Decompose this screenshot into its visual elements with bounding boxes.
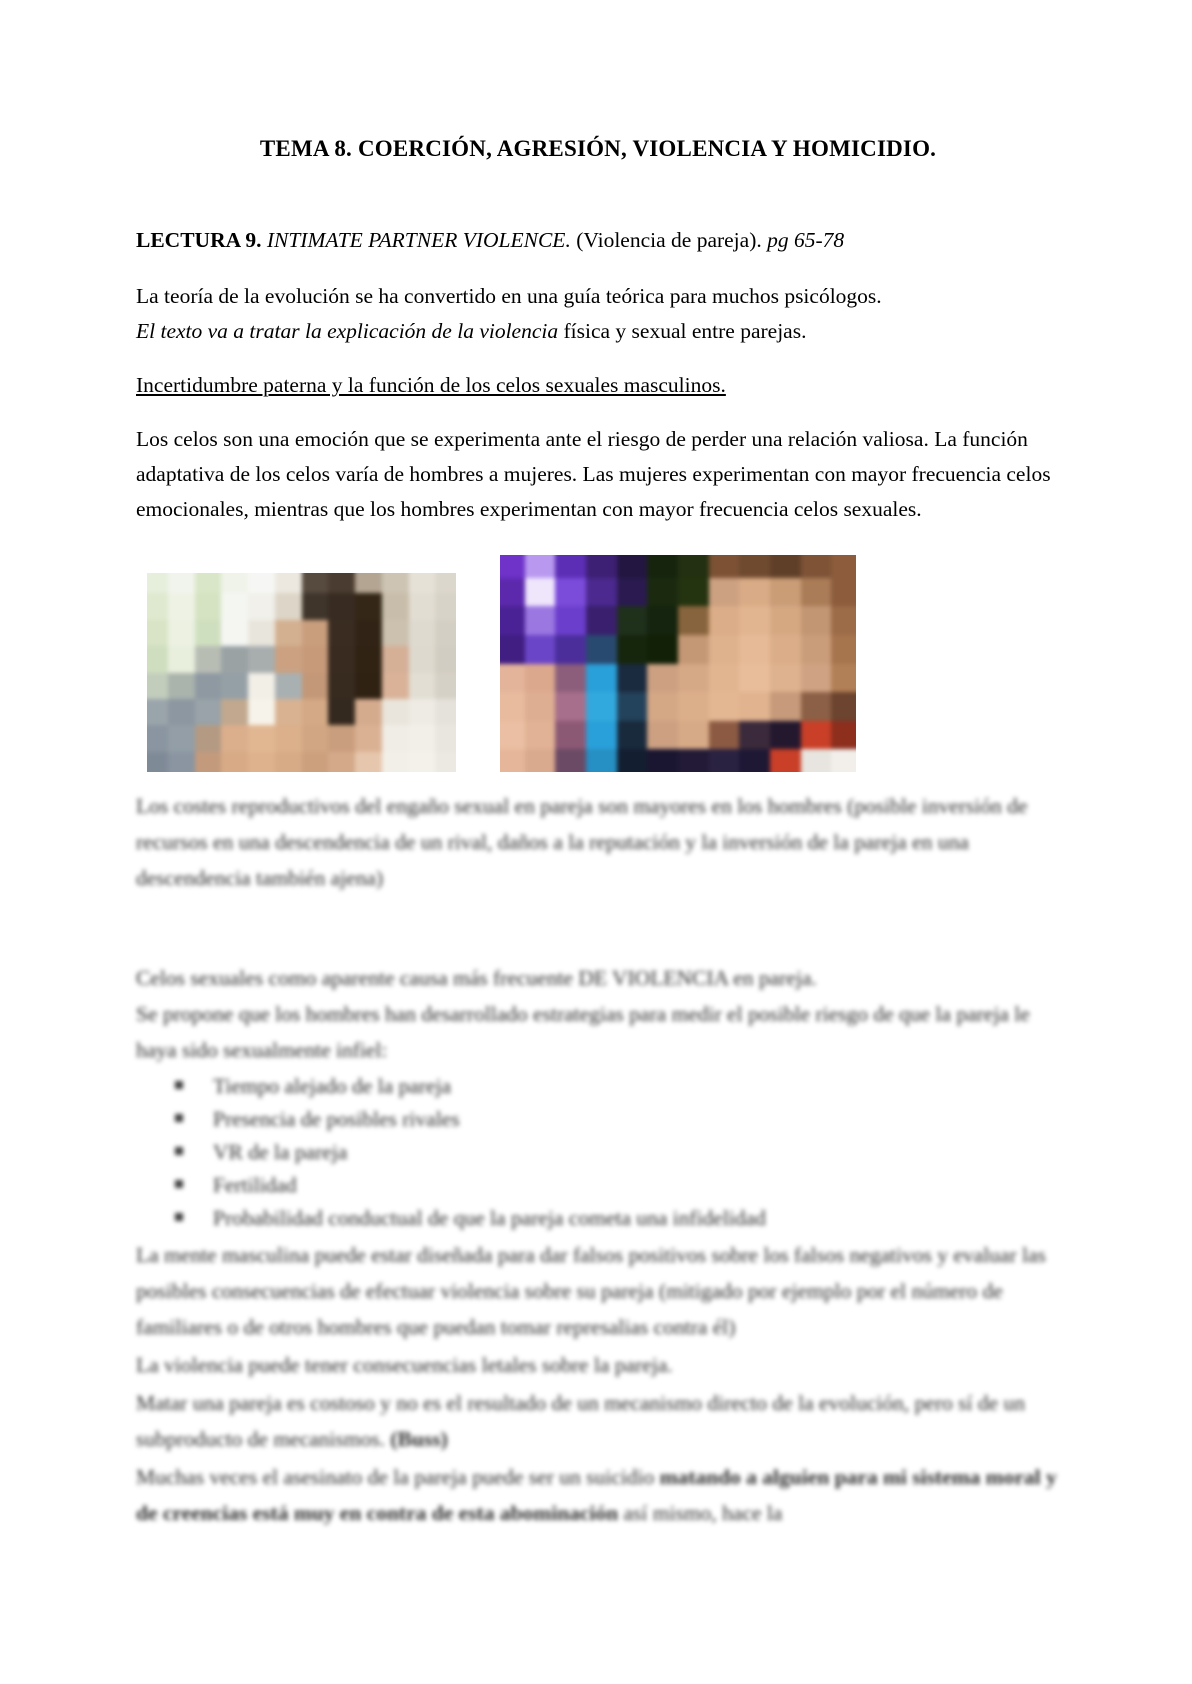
photo-pixel (275, 752, 302, 772)
photo-pixel (647, 606, 678, 635)
photo-pixel (525, 721, 556, 750)
list-item (136, 1202, 1060, 1235)
photo-pixel (555, 664, 586, 693)
photo-pixel (500, 606, 525, 635)
photo-pixel (801, 749, 832, 772)
photo-pixel (770, 555, 801, 578)
photo-pixel (525, 555, 556, 578)
photo-pixel (647, 578, 678, 607)
photo-pixel (678, 664, 709, 693)
photo-pixel (248, 620, 275, 646)
photo-row (136, 555, 1060, 772)
photo-pixel (355, 725, 382, 751)
photo-pixel (831, 578, 856, 607)
photo-pixel (525, 635, 556, 664)
photo-pixel (709, 578, 740, 607)
photo-pixel (555, 555, 586, 578)
photo-pixel (555, 606, 586, 635)
photo-pixel (709, 692, 740, 721)
photo-pixel (678, 555, 709, 578)
photo-pixel (586, 606, 617, 635)
photo-pixel (555, 578, 586, 607)
photo-pixel (302, 593, 329, 619)
intro-paragraph (136, 279, 1060, 349)
photo-pixel (302, 699, 329, 725)
list-item-label: VR de la pareja (213, 1140, 348, 1164)
photo-pixel (678, 721, 709, 750)
photo-pixel (617, 692, 648, 721)
photo-pixel (147, 699, 168, 725)
photo-pixel (586, 635, 617, 664)
photo-pixel (617, 578, 648, 607)
photo-pixel (831, 721, 856, 750)
photo-couple-home (147, 573, 456, 772)
lecture-label: LECTURA 9. (136, 228, 262, 252)
photo-pixel (525, 664, 556, 693)
photo-pixel (328, 673, 355, 699)
photo-pixel (248, 725, 275, 751)
photo-pixel (678, 578, 709, 607)
photo-pixel (195, 620, 222, 646)
photo-pixel (801, 721, 832, 750)
photo-pixel (709, 721, 740, 750)
photo-pixel (586, 578, 617, 607)
photo-couple-home-grid (147, 573, 456, 772)
photo-pixel (831, 692, 856, 721)
photo-pixel (409, 752, 436, 772)
photo-pixel (168, 646, 195, 672)
photo-pixel (147, 620, 168, 646)
reproductive-costs-paragraph: Los costes reproductivos del engaño sexual en pareja son mayores en los hombres (posible inversión de recursos en una descendencia de un rival, daños a la reputación y la inversión de la pareja en una descendencia también ajena) (136, 794, 1028, 890)
photo-pixel (221, 573, 248, 593)
photo-pixel (555, 721, 586, 750)
photo-pixel (248, 752, 275, 772)
photo-pixel (355, 646, 382, 672)
intro-line-2-italic: El texto va a tratar la explicación de la violencia (136, 319, 559, 343)
photo-pixel (221, 593, 248, 619)
photo-pixel (147, 646, 168, 672)
photo-pixel (586, 749, 617, 772)
photo-pixel (221, 725, 248, 751)
list-item (136, 1169, 1060, 1202)
photo-pixel (275, 573, 302, 593)
photo-pixel (709, 749, 740, 772)
lecture-reading-title: INTIMATE PARTNER VIOLENCE. (261, 228, 571, 252)
photo-pixel (409, 725, 436, 751)
photo-pixel (221, 752, 248, 772)
photo-pixel (147, 673, 168, 699)
strategies-intro: Se propone que los hombres han desarrollado estrategias para medir el posible riesgo de que la pareja le haya sido sexualmente infiel: (136, 1002, 1030, 1062)
photo-pixel (328, 620, 355, 646)
photo-pixel (275, 620, 302, 646)
photo-pixel (831, 635, 856, 664)
photo-pixel (221, 673, 248, 699)
section-heading: Incertidumbre paterna y la función de los celos sexuales masculinos. (136, 373, 726, 397)
square-bullet-icon (175, 1180, 183, 1188)
photo-pixel (355, 699, 382, 725)
kill-partner-regular: Matar una pareja es costoso y no es el resultado de un mecanismo directo de la evolución, pero sí de un subproducto de mecanismos. (136, 1391, 1025, 1451)
photo-pixel (586, 721, 617, 750)
photo-pixel (328, 646, 355, 672)
photo-pixel (586, 555, 617, 578)
photo-pixel (328, 593, 355, 619)
photo-pixel (617, 664, 648, 693)
photo-pixel (147, 573, 168, 593)
photo-pixel (831, 555, 856, 578)
photo-pixel (500, 749, 525, 772)
photo-pixel (617, 606, 648, 635)
photo-pixel (168, 573, 195, 593)
photo-pixel (678, 606, 709, 635)
photo-pixel (525, 578, 556, 607)
photo-pixel (709, 635, 740, 664)
photo-pixel (382, 673, 409, 699)
photo-pixel (168, 593, 195, 619)
photo-jealous-club (500, 555, 856, 772)
photo-pixel (801, 606, 832, 635)
photo-pixel (435, 673, 456, 699)
photo-jealous-club-grid (500, 555, 856, 772)
photo-pixel (382, 752, 409, 772)
photo-pixel (275, 725, 302, 751)
photo-pixel (302, 646, 329, 672)
photo-pixel (147, 725, 168, 751)
photo-pixel (275, 699, 302, 725)
photo-pixel (302, 752, 329, 772)
photo-pixel (195, 699, 222, 725)
photo-pixel (168, 673, 195, 699)
photo-pixel (435, 593, 456, 619)
photo-pixel (355, 752, 382, 772)
violence-cause-line: Celos sexuales como aparente causa más frecuente DE VIOLENCIA en pareja. (136, 966, 817, 990)
jealousy-paragraph: Los celos son una emoción que se experimenta ante el riesgo de perder una relación valiosa. La función adaptativa de los celos varía de hombres a mujeres. Las mujeres experimentan con mayor frecuencia celos emocionales, mientras que los hombres experimentan con mayor frecuencia celos sexuales. (136, 427, 1051, 521)
intro-line-1: La teoría de la evolución se ha convertido en una guía teórica para muchos psicólogos. (136, 284, 882, 308)
photo-pixel (647, 721, 678, 750)
photo-pixel (617, 721, 648, 750)
photo-pixel (328, 725, 355, 751)
photo-pixel (801, 692, 832, 721)
photo-pixel (500, 578, 525, 607)
intro-line-2 (136, 314, 1060, 349)
photo-pixel (739, 606, 770, 635)
photo-pixel (382, 620, 409, 646)
photo-pixel (555, 692, 586, 721)
photo-pixel (435, 573, 456, 593)
photo-pixel (801, 578, 832, 607)
photo-pixel (382, 699, 409, 725)
murder-suicide-bold: matando a alguien para mi sistema moral y de creencias está muy en contra de esta abominación (136, 1465, 1057, 1525)
photo-pixel (147, 593, 168, 619)
photo-pixel (409, 673, 436, 699)
photo-pixel (709, 606, 740, 635)
photo-pixel (500, 692, 525, 721)
photo-pixel (500, 555, 525, 578)
photo-pixel (435, 752, 456, 772)
photo-pixel (195, 673, 222, 699)
photo-pixel (248, 673, 275, 699)
photo-pixel (617, 749, 648, 772)
photo-pixel (678, 635, 709, 664)
photo-pixel (355, 593, 382, 619)
photo-pixel (586, 692, 617, 721)
photo-pixel (617, 555, 648, 578)
photo-pixel (435, 646, 456, 672)
photo-pixel (409, 620, 436, 646)
photo-pixel (555, 635, 586, 664)
photo-pixel (435, 725, 456, 751)
photo-pixel (355, 620, 382, 646)
photo-pixel (248, 646, 275, 672)
photo-pixel (355, 573, 382, 593)
photo-pixel (617, 635, 648, 664)
photo-pixel (248, 573, 275, 593)
photo-pixel (168, 620, 195, 646)
photo-pixel (770, 749, 801, 772)
photo-pixel (328, 573, 355, 593)
photo-pixel (647, 664, 678, 693)
photo-pixel (195, 646, 222, 672)
photo-pixel (739, 555, 770, 578)
photo-pixel (382, 593, 409, 619)
photo-pixel (500, 721, 525, 750)
photo-pixel (770, 578, 801, 607)
photo-pixel (221, 620, 248, 646)
photo-pixel (302, 725, 329, 751)
photo-pixel (409, 593, 436, 619)
photo-pixel (647, 555, 678, 578)
photo-pixel (586, 664, 617, 693)
photo-pixel (275, 673, 302, 699)
photo-pixel (801, 664, 832, 693)
photo-pixel (302, 573, 329, 593)
list-item-label: Fertilidad (213, 1173, 297, 1197)
photo-pixel (525, 749, 556, 772)
lecture-pages: pg 65-78 (767, 228, 845, 252)
photo-pixel (409, 573, 436, 593)
square-bullet-icon (175, 1114, 183, 1122)
list-item-label: Probabilidad conductual de que la pareja cometa una infidelidad (213, 1206, 766, 1230)
photo-pixel (739, 749, 770, 772)
photo-pixel (770, 664, 801, 693)
photo-pixel (147, 752, 168, 772)
photo-pixel (221, 699, 248, 725)
page-title: TEMA 8. COERCIÓN, AGRESIÓN, VIOLENCIA Y HOMICIDIO. (259, 136, 937, 161)
intro-line-2-regular: física y sexual entre parejas. (558, 319, 807, 343)
photo-pixel (678, 692, 709, 721)
photo-pixel (328, 699, 355, 725)
photo-pixel (770, 692, 801, 721)
murder-suicide-tail: así mismo, hace la (618, 1501, 783, 1525)
photo-pixel (831, 749, 856, 772)
photo-pixel (302, 673, 329, 699)
photo-pixel (525, 606, 556, 635)
photo-pixel (409, 699, 436, 725)
photo-pixel (831, 606, 856, 635)
photo-pixel (168, 752, 195, 772)
photo-pixel (739, 721, 770, 750)
photo-pixel (739, 664, 770, 693)
photo-pixel (168, 699, 195, 725)
murder-suicide-regular: Muchas veces el asesinato de la pareja puede ser un suicidio (136, 1465, 660, 1489)
square-bullet-icon (175, 1213, 183, 1221)
photo-pixel (195, 593, 222, 619)
list-item (136, 1070, 1060, 1103)
lethal-consequences-line: La violencia puede tener consecuencias letales sobre la pareja. (136, 1353, 673, 1377)
photo-pixel (525, 692, 556, 721)
photo-pixel (770, 721, 801, 750)
photo-pixel (248, 593, 275, 619)
list-item (136, 1103, 1060, 1136)
photo-pixel (500, 664, 525, 693)
photo-pixel (739, 635, 770, 664)
photo-pixel (647, 692, 678, 721)
photo-pixel (647, 749, 678, 772)
photo-pixel (382, 646, 409, 672)
photo-pixel (770, 606, 801, 635)
photo-pixel (168, 725, 195, 751)
photo-pixel (409, 646, 436, 672)
photo-pixel (678, 749, 709, 772)
lecture-heading (136, 228, 1060, 253)
photo-pixel (435, 620, 456, 646)
photo-pixel (435, 699, 456, 725)
male-mind-paragraph: La mente masculina puede estar diseñada para dar falsos positivos sobre los falsos negativos y evaluar las posibles consecuencias de efectuar violencia sobre su pareja (mitigado por ejemplo por el número de familiares o de otros hombres que puedan tomar represalias contra él) (136, 1243, 1046, 1339)
lecture-translation: (Violencia de pareja). (570, 228, 768, 252)
photo-pixel (709, 555, 740, 578)
square-bullet-icon (175, 1147, 183, 1155)
photo-pixel (382, 725, 409, 751)
photo-pixel (275, 593, 302, 619)
kill-partner-bold: (Buss) (390, 1427, 448, 1451)
photo-pixel (195, 573, 222, 593)
photo-pixel (328, 752, 355, 772)
photo-pixel (221, 646, 248, 672)
photo-pixel (195, 752, 222, 772)
blurred-notes-section (136, 788, 1060, 1531)
kill-partner-paragraph (136, 1385, 1060, 1457)
photo-pixel (770, 635, 801, 664)
photo-pixel (248, 699, 275, 725)
photo-pixel (302, 620, 329, 646)
photo-pixel (801, 555, 832, 578)
jealousy-cues-list (136, 1070, 1060, 1235)
photo-pixel (555, 749, 586, 772)
photo-pixel (709, 664, 740, 693)
photo-pixel (355, 673, 382, 699)
photo-pixel (801, 635, 832, 664)
photo-pixel (275, 646, 302, 672)
photo-pixel (500, 635, 525, 664)
photo-pixel (195, 725, 222, 751)
list-item (136, 1136, 1060, 1169)
photo-pixel (647, 635, 678, 664)
list-item-label: Tiempo alejado de la pareja (213, 1074, 452, 1098)
list-item-label: Presencia de posibles rivales (213, 1107, 460, 1131)
murder-suicide-paragraph (136, 1459, 1060, 1531)
photo-pixel (382, 573, 409, 593)
photo-pixel (739, 692, 770, 721)
square-bullet-icon (175, 1081, 183, 1089)
photo-pixel (831, 664, 856, 693)
photo-pixel (739, 578, 770, 607)
